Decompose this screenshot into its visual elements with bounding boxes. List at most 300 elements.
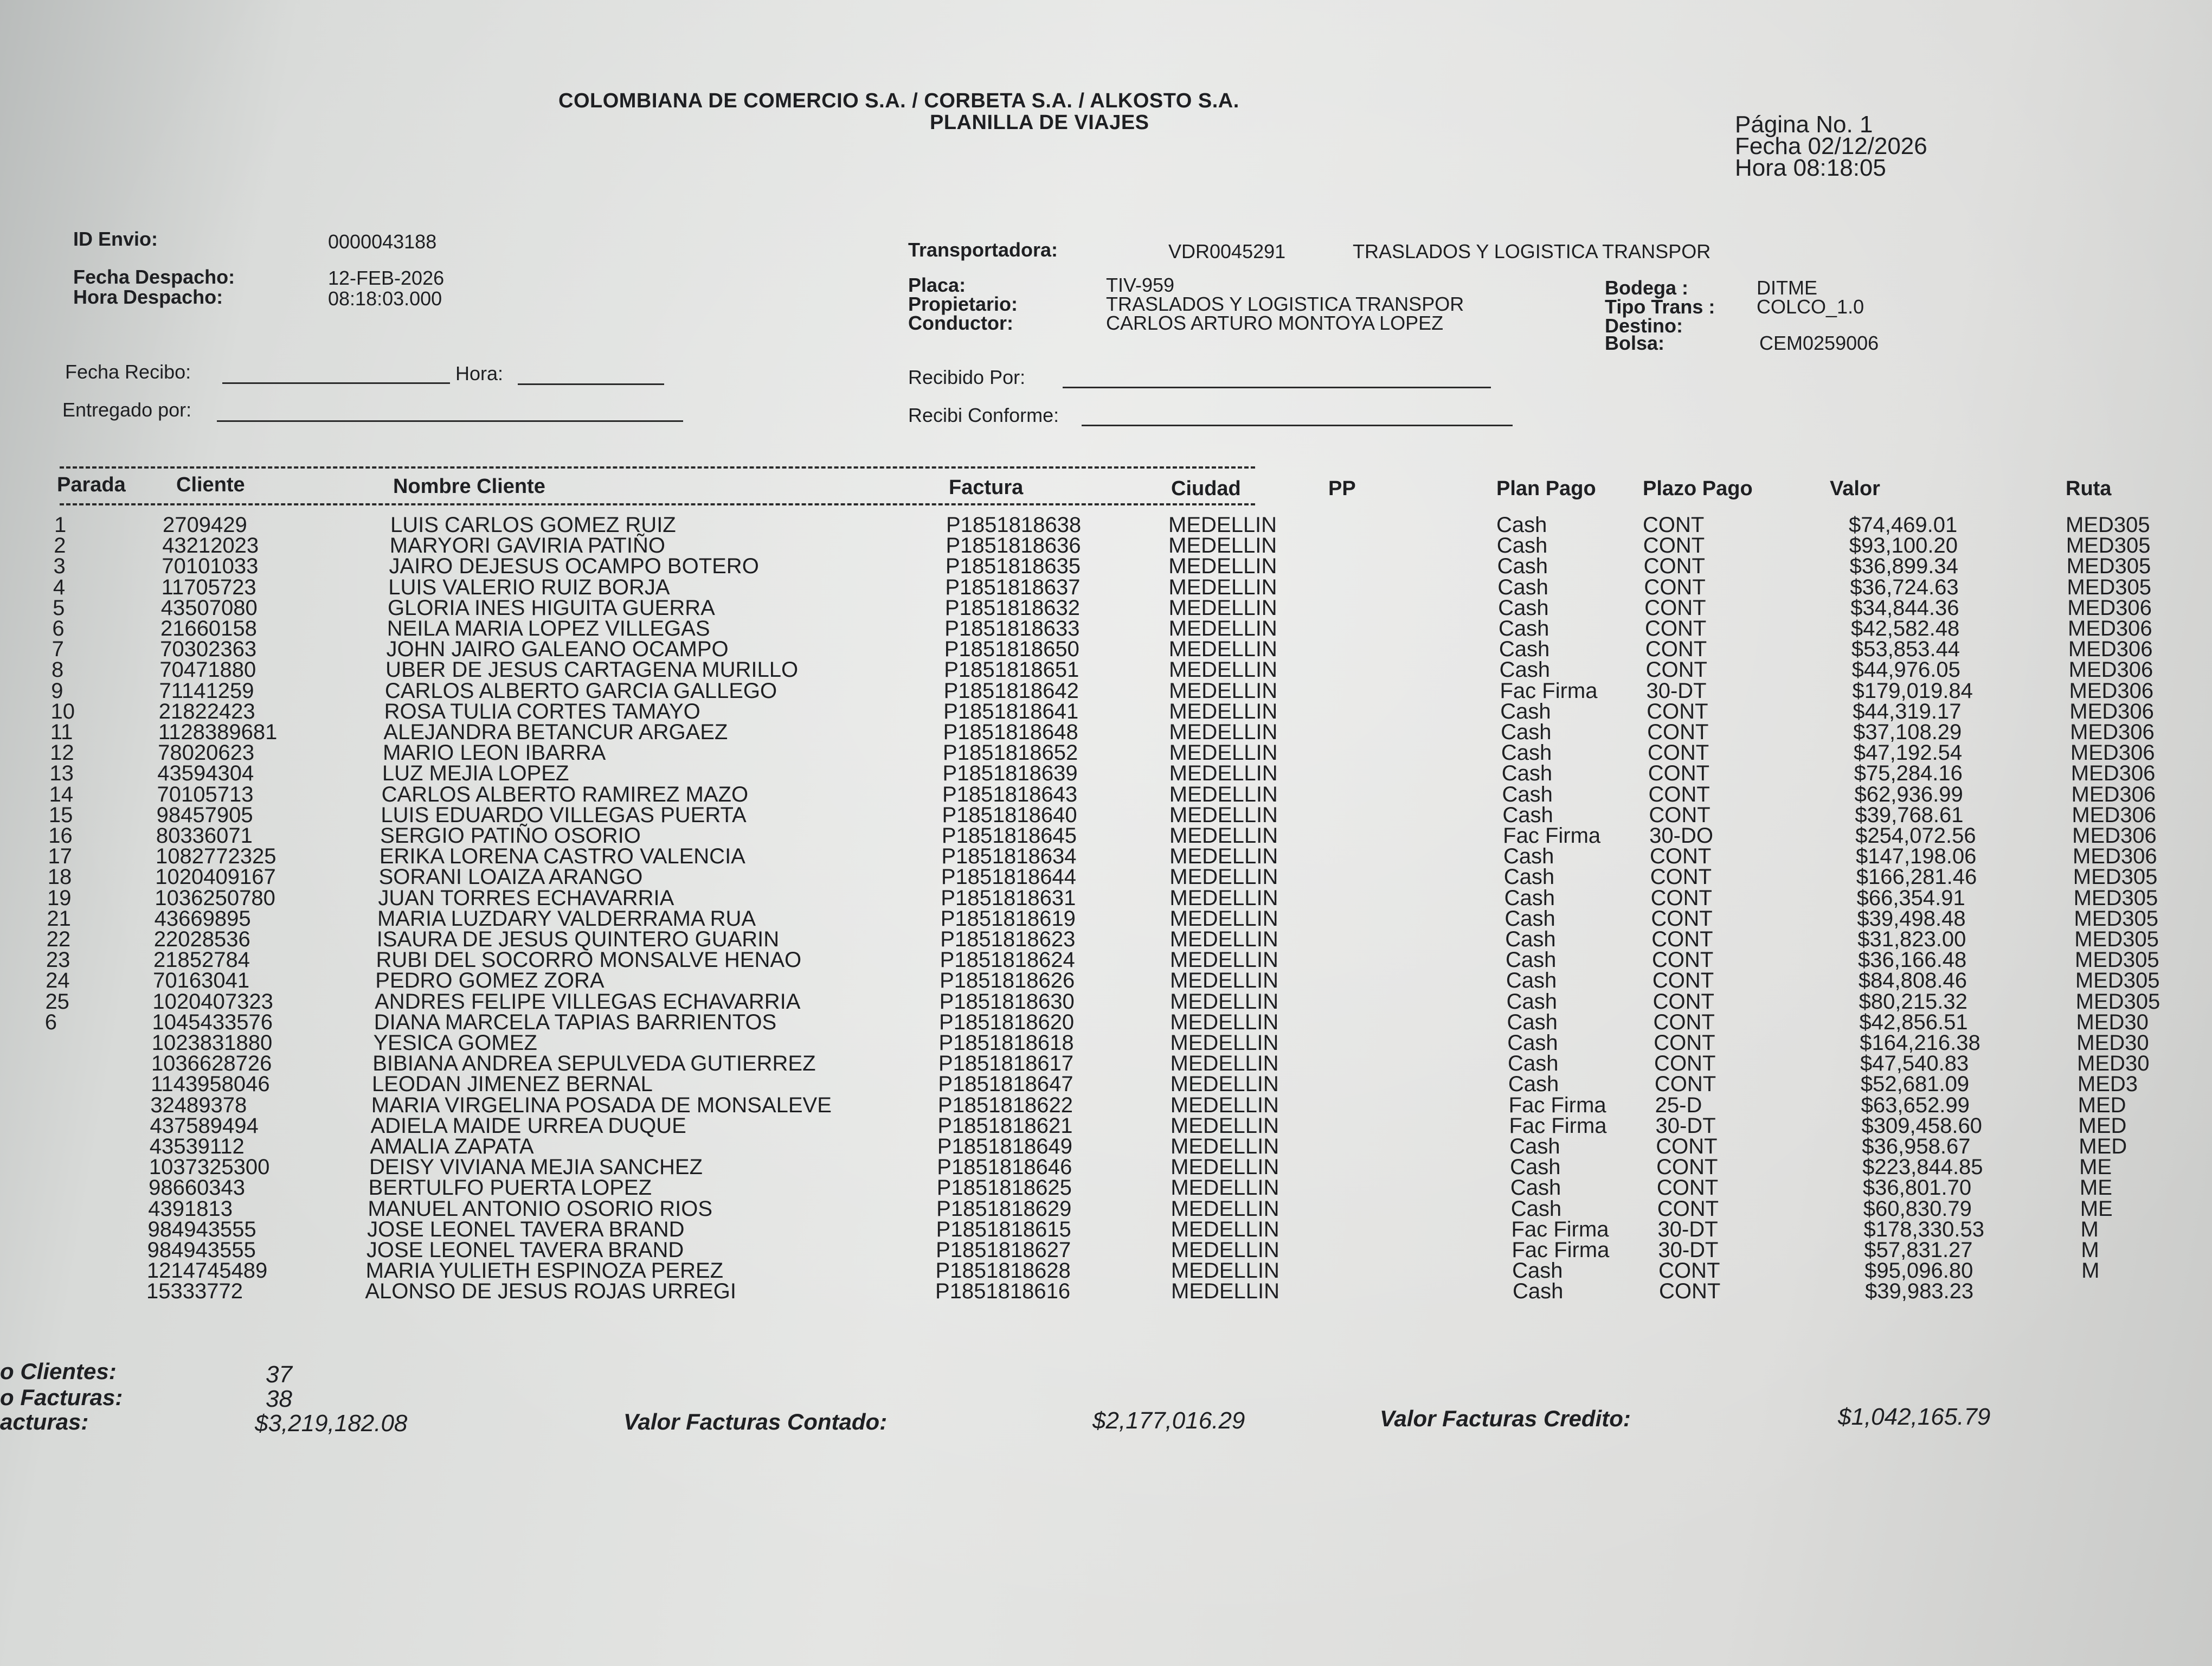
- table-row: [0, 1217, 2212, 1241]
- cell-stop-number: 15: [48, 803, 73, 827]
- conforme-line: [1082, 425, 1513, 426]
- cell-client-name: GLORIA INES HIGUITA GUERRA: [387, 595, 715, 620]
- cell-payment-term: CONT: [1648, 761, 1710, 786]
- cell-payment-plan: Cash: [1506, 989, 1558, 1014]
- cell-stop-number: 10: [50, 699, 75, 723]
- cell-client-name: UBER DE JESUS CARTAGENA MURILLO: [385, 658, 799, 682]
- cell-client-name: SORANI LOAIZA ARANGO: [378, 865, 643, 889]
- table-row: [0, 989, 2212, 1014]
- cell-client-id: 1128389681: [158, 720, 278, 744]
- cell-client-name: MARIA VIRGELINA POSADA DE MONSALEVE: [371, 1093, 832, 1117]
- cell-amount: $39,983.23: [1864, 1279, 1974, 1304]
- company-name: COLOMBIANA DE COMERCIO S.A. / CORBETA S.A. / ALKOSTO S.A.: [558, 89, 1239, 112]
- cell-client-id: 1036628726: [151, 1052, 272, 1076]
- cell-invoice-number: P1851818627: [936, 1238, 1071, 1262]
- cell-payment-term: 30-DT: [1658, 1238, 1719, 1262]
- table-row: [0, 515, 2212, 535]
- cell-client-name: ALEJANDRA BETANCUR ARGAEZ: [383, 720, 728, 744]
- cell-payment-term: CONT: [1650, 865, 1712, 889]
- cell-amount: $164,216.38: [1860, 1031, 1980, 1055]
- cell-client-name: CARLOS ALBERTO GARCIA GALLEGO: [384, 678, 777, 703]
- table-row: [0, 1240, 2212, 1260]
- cell-payment-plan: Cash: [1510, 1176, 1561, 1200]
- page-label: Página No.: [1735, 111, 1853, 138]
- cell-amount: $36,724.63: [1850, 575, 1959, 599]
- cell-payment-plan: Cash: [1497, 575, 1548, 599]
- credito-value: $1,042,165.79: [1838, 1404, 1991, 1430]
- cell-client-name: LUIS CARLOS GOMEZ RUIZ: [390, 513, 676, 537]
- cell-payment-term: CONT: [1648, 782, 1710, 806]
- page-info: [1735, 111, 1927, 181]
- id-envio-label: ID Envio:: [73, 228, 158, 250]
- table-row: [0, 660, 2212, 680]
- cell-client-name: BERTULFO PUERTA LOPEZ: [368, 1176, 652, 1200]
- cell-invoice-number: P1851818619: [940, 906, 1076, 931]
- cell-amount: $36,958.67: [1862, 1135, 1971, 1158]
- cell-amount: $44,319.17: [1853, 699, 1962, 723]
- cell-payment-term: CONT: [1649, 803, 1711, 827]
- cell-city: MEDELLIN: [1169, 678, 1278, 703]
- cell-stop-number: 5: [53, 595, 65, 620]
- cell-payment-plan: Cash: [1496, 534, 1548, 558]
- cell-client-name: ANDRES FELIPE VILLEGAS ECHAVARRIA: [375, 989, 801, 1014]
- cell-client-name: DIANA MARCELA TAPIAS BARRIENTOS: [374, 1010, 777, 1034]
- cell-city: MEDELLIN: [1170, 1010, 1279, 1034]
- cell-route: MED306: [2067, 595, 2152, 620]
- cell-payment-term: 30-DO: [1649, 824, 1713, 848]
- cell-amount: $52,681.09: [1860, 1072, 1970, 1097]
- cell-route: MED306: [2070, 720, 2155, 744]
- document-title: PLANILLA DE VIAJES: [930, 111, 1149, 134]
- cell-payment-term: CONT: [1647, 741, 1709, 765]
- cell-client-id: 1023831880: [151, 1031, 273, 1055]
- total-clientes-label: o Clientes:: [0, 1359, 117, 1384]
- col-plan-pago: Plan Pago: [1496, 477, 1596, 500]
- cell-payment-plan: Cash: [1501, 720, 1552, 744]
- cell-amount: $95,096.80: [1864, 1259, 1973, 1283]
- cell-client-name: LUZ MEJIA LOPEZ: [382, 761, 569, 786]
- cell-client-id: 437589494: [150, 1113, 259, 1138]
- propietario-label: Propietario:: [908, 293, 1018, 315]
- cell-client-id: 70105713: [157, 782, 254, 806]
- cell-route: M: [2081, 1238, 2099, 1262]
- cell-stop-number: 9: [51, 678, 63, 703]
- cell-invoice-number: P1851818640: [942, 803, 1077, 827]
- cell-stop-number: 6: [52, 617, 65, 640]
- cell-payment-term: CONT: [1645, 617, 1707, 640]
- cell-city: MEDELLIN: [1171, 1155, 1279, 1180]
- cell-city: MEDELLIN: [1168, 637, 1277, 662]
- col-nombre: Nombre Cliente: [393, 475, 545, 498]
- cell-amount: $63,652.99: [1861, 1093, 1970, 1117]
- cell-client-name: MANUEL ANTONIO OSORIO RIOS: [368, 1196, 713, 1221]
- cell-client-id: 4391813: [148, 1196, 233, 1221]
- table-row: [0, 844, 2212, 869]
- cell-payment-term: CONT: [1647, 699, 1708, 723]
- cell-stop-number: 21: [47, 906, 71, 931]
- cell-route: MED306: [2072, 824, 2157, 848]
- table-row: [0, 782, 2212, 806]
- cell-client-id: 70471880: [159, 658, 256, 682]
- cell-client-id: 21852784: [153, 948, 250, 972]
- cell-payment-term: CONT: [1645, 658, 1707, 682]
- cell-route: M: [2081, 1259, 2100, 1283]
- cell-route: ME: [2080, 1196, 2113, 1221]
- cell-invoice-number: P1851818617: [938, 1052, 1074, 1076]
- cell-amount: $166,281.46: [1856, 865, 1977, 889]
- cell-invoice-number: P1851818641: [943, 699, 1079, 723]
- cell-route: MED306: [2070, 761, 2156, 786]
- cell-payment-plan: Cash: [1512, 1279, 1564, 1304]
- recibido-label: Recibido Por:: [908, 366, 1026, 388]
- col-ruta: Ruta: [2066, 477, 2112, 500]
- cell-client-id: 1020409167: [155, 865, 276, 889]
- cell-client-name: PEDRO GOMEZ ZORA: [375, 969, 605, 993]
- cell-city: MEDELLIN: [1168, 658, 1278, 682]
- table-row: [0, 1137, 2212, 1156]
- cell-city: MEDELLIN: [1168, 513, 1277, 537]
- cell-payment-plan: Cash: [1501, 761, 1553, 786]
- cell-payment-term: CONT: [1656, 1155, 1718, 1180]
- cell-client-id: 1045433576: [152, 1010, 273, 1034]
- cell-invoice-number: P1851818649: [937, 1135, 1072, 1158]
- cell-payment-term: CONT: [1643, 534, 1705, 558]
- destino-label: Destino:: [1605, 315, 1683, 337]
- cell-client-id: 43669895: [154, 906, 251, 931]
- cell-amount: $37,108.29: [1853, 720, 1962, 744]
- cell-client-id: 70163041: [153, 969, 250, 993]
- cell-invoice-number: P1851818616: [935, 1279, 1071, 1304]
- cell-invoice-number: P1851818622: [937, 1093, 1073, 1117]
- cell-city: MEDELLIN: [1168, 554, 1277, 579]
- cell-city: MEDELLIN: [1170, 1093, 1279, 1117]
- id-envio-value: 0000043188: [328, 230, 437, 253]
- hora-despacho-value: 08:18:03.000: [328, 287, 442, 310]
- cell-amount: $36,899.34: [1849, 554, 1958, 579]
- cell-payment-plan: Cash: [1512, 1259, 1563, 1283]
- credito-label: Valor Facturas Credito:: [1380, 1406, 1631, 1431]
- cell-invoice-number: P1851818621: [937, 1113, 1073, 1138]
- cell-invoice-number: P1851818650: [944, 637, 1079, 662]
- cell-client-name: JUAN TORRES ECHAVARRIA: [378, 886, 674, 910]
- cell-amount: $74,469.01: [1849, 513, 1958, 537]
- cell-payment-plan: Cash: [1506, 948, 1557, 972]
- cell-city: MEDELLIN: [1168, 595, 1277, 620]
- cell-stop-number: 19: [47, 886, 72, 910]
- cell-payment-term: CONT: [1654, 1052, 1716, 1076]
- cell-client-name: JOSE LEONEL TAVERA BRAND: [366, 1238, 684, 1262]
- entregado-line: [217, 420, 683, 422]
- table-row: [0, 1259, 2212, 1283]
- cell-payment-plan: Cash: [1503, 865, 1555, 889]
- cell-client-name: MARYORI GAVIRIA PATIÑO: [389, 534, 665, 558]
- cell-payment-term: CONT: [1657, 1196, 1719, 1221]
- cell-client-name: AMALIA ZAPATA: [370, 1135, 534, 1158]
- cell-payment-term: 30-DT: [1657, 1217, 1718, 1241]
- table-row: [0, 867, 2212, 887]
- hora-value: 08:18:05: [1793, 155, 1886, 181]
- cell-route: MED: [2078, 1113, 2127, 1138]
- cell-client-id: 98660343: [149, 1176, 246, 1200]
- contado-label: Valor Facturas Contado:: [623, 1409, 888, 1434]
- cell-city: MEDELLIN: [1170, 1113, 1279, 1138]
- cell-stop-number: 14: [49, 782, 74, 806]
- cell-stop-number: 24: [46, 969, 70, 993]
- cell-client-name: BIBIANA ANDREA SEPULVEDA GUTIERREZ: [372, 1052, 816, 1076]
- cell-payment-plan: Fac Firma: [1508, 1093, 1606, 1117]
- cell-city: MEDELLIN: [1170, 1072, 1279, 1097]
- contado-value: $2,177,016.29: [1092, 1407, 1245, 1434]
- cell-city: MEDELLIN: [1169, 906, 1278, 931]
- col-parada: Parada: [57, 473, 126, 496]
- table-row: [0, 1052, 2212, 1076]
- bolsa-label: Bolsa:: [1605, 332, 1665, 354]
- cell-city: MEDELLIN: [1169, 865, 1278, 889]
- cell-city: MEDELLIN: [1171, 1135, 1279, 1158]
- transportadora-code: VDR0045291: [1168, 240, 1286, 262]
- cell-amount: $84,808.46: [1858, 969, 1967, 993]
- total-facturas-value: 38: [266, 1386, 292, 1412]
- cell-client-id: 1214745489: [146, 1259, 268, 1283]
- cell-amount: $36,166.48: [1858, 948, 1967, 972]
- cell-city: MEDELLIN: [1169, 824, 1278, 848]
- transportadora-name: TRASLADOS Y LOGISTICA TRANSPOR: [1353, 240, 1711, 262]
- col-valor: Valor: [1830, 477, 1880, 500]
- cell-city: MEDELLIN: [1168, 534, 1277, 558]
- cell-client-name: JOSE LEONEL TAVERA BRAND: [367, 1217, 685, 1241]
- cell-route: MED306: [2068, 637, 2153, 662]
- cell-client-id: 21822423: [158, 699, 255, 723]
- cell-payment-term: CONT: [1645, 637, 1707, 662]
- cell-city: MEDELLIN: [1171, 1279, 1280, 1304]
- cell-client-id: 80336071: [156, 824, 253, 848]
- cell-client-name: MARIA LUZDARY VALDERRAMA RUA: [377, 906, 756, 931]
- cell-payment-plan: Fac Firma: [1500, 678, 1598, 703]
- cell-payment-term: 25-D: [1655, 1093, 1702, 1117]
- cell-payment-plan: Cash: [1498, 595, 1549, 620]
- cell-payment-plan: Fac Firma: [1511, 1217, 1609, 1241]
- cell-payment-term: CONT: [1652, 948, 1714, 972]
- table-row: [0, 805, 2212, 825]
- cell-client-id: 11705723: [161, 575, 256, 599]
- col-plazo-pago: Plazo Pago: [1643, 477, 1753, 500]
- table-row: [0, 595, 2212, 620]
- cell-invoice-number: P1851818633: [944, 617, 1080, 640]
- tipo-trans-value: COLCO_1.0: [1757, 296, 1864, 318]
- cell-amount: $93,100.20: [1849, 534, 1958, 558]
- cell-client-id: 21660158: [160, 617, 257, 640]
- cell-amount: $254,072.56: [1855, 824, 1976, 848]
- table-row: [0, 888, 2212, 908]
- cell-route: MED306: [2072, 803, 2156, 827]
- table-row: [0, 1279, 2212, 1304]
- table-row: [0, 1155, 2212, 1180]
- cell-city: MEDELLIN: [1169, 803, 1278, 827]
- cell-route: MED30: [2076, 1031, 2149, 1055]
- cell-payment-term: 30-DT: [1655, 1113, 1716, 1138]
- cell-city: MEDELLIN: [1170, 1031, 1279, 1055]
- cell-stop-number: 3: [53, 554, 66, 579]
- tipo-trans-label: Tipo Trans :: [1605, 296, 1715, 318]
- cell-amount: $223,844.85: [1862, 1155, 1983, 1180]
- total-valor-label: acturas:: [0, 1409, 89, 1434]
- page-number: 1: [1859, 111, 1873, 138]
- cell-stop-number: 1: [54, 513, 67, 537]
- cell-route: ME: [2079, 1155, 2112, 1180]
- table-row: [0, 741, 2212, 765]
- cell-route: MED305: [2074, 906, 2159, 931]
- cell-route: MED: [2078, 1093, 2126, 1117]
- cell-payment-term: CONT: [1654, 1072, 1716, 1097]
- cell-client-name: JOHN JAIRO GALEANO OCAMPO: [386, 637, 729, 662]
- cell-route: MED306: [2068, 658, 2153, 682]
- cell-invoice-number: P1851818648: [943, 720, 1078, 744]
- col-pp: PP: [1328, 477, 1356, 500]
- cell-client-name: LUIS VALERIO RUIZ BORJA: [388, 575, 670, 599]
- cell-payment-plan: Cash: [1509, 1135, 1560, 1158]
- cell-client-id: 2709429: [163, 513, 247, 537]
- cell-city: MEDELLIN: [1169, 886, 1278, 910]
- table-row: [0, 927, 2212, 951]
- cell-route: MED305: [2075, 989, 2160, 1014]
- cell-amount: $36,801.70: [1862, 1176, 1972, 1200]
- cell-stop-number: 22: [46, 927, 71, 951]
- table-row: [0, 1113, 2212, 1138]
- cell-invoice-number: P1851818644: [941, 865, 1076, 889]
- cell-payment-term: CONT: [1652, 989, 1714, 1014]
- cell-invoice-number: P1851818635: [945, 554, 1081, 579]
- hora-label: Hora: [1735, 155, 1787, 181]
- cell-amount: $75,284.16: [1854, 761, 1963, 786]
- cell-city: MEDELLIN: [1169, 948, 1278, 972]
- cell-route: MED305: [2066, 513, 2150, 537]
- cell-payment-term: CONT: [1644, 575, 1706, 599]
- cell-payment-plan: Cash: [1499, 658, 1551, 682]
- cell-client-name: JAIRO DEJESUS OCAMPO BOTERO: [389, 554, 759, 579]
- cell-payment-term: CONT: [1652, 969, 1714, 993]
- cell-invoice-number: P1851818646: [937, 1155, 1072, 1180]
- cell-city: MEDELLIN: [1168, 617, 1277, 640]
- col-cliente: Cliente: [176, 473, 245, 496]
- cell-client-id: 32489378: [150, 1093, 247, 1117]
- cell-city: MEDELLIN: [1171, 1238, 1279, 1262]
- cell-amount: $179,019.84: [1852, 678, 1973, 703]
- cell-city: MEDELLIN: [1169, 699, 1278, 723]
- cell-route: MED306: [2068, 617, 2152, 640]
- table-top-rule: [60, 466, 1255, 469]
- table-row: [0, 1196, 2212, 1221]
- cell-invoice-number: P1851818628: [935, 1259, 1071, 1283]
- cell-client-name: LEODAN JIMENEZ BERNAL: [371, 1072, 653, 1097]
- col-factura: Factura: [949, 476, 1024, 499]
- cell-payment-plan: Cash: [1508, 1052, 1559, 1076]
- fecha-value: 02/12/2026: [1808, 133, 1927, 159]
- cell-route: MED305: [2075, 948, 2159, 972]
- cell-payment-term: CONT: [1656, 1176, 1719, 1200]
- cell-client-id: 984943555: [147, 1217, 256, 1241]
- cell-city: MEDELLIN: [1171, 1217, 1279, 1241]
- cell-client-id: 70302363: [160, 637, 257, 662]
- cell-amount: $47,540.83: [1860, 1052, 1969, 1076]
- fecha-recibo-line: [222, 382, 450, 384]
- cell-invoice-number: P1851818625: [936, 1176, 1072, 1200]
- col-ciudad: Ciudad: [1171, 477, 1241, 500]
- cell-stop-number: 12: [50, 741, 74, 765]
- cell-route: MED306: [2069, 699, 2154, 723]
- cell-payment-plan: Cash: [1507, 1031, 1558, 1055]
- cell-amount: $147,198.06: [1855, 844, 1977, 869]
- cell-payment-plan: Cash: [1504, 906, 1555, 931]
- cell-route: MED3: [2077, 1072, 2138, 1097]
- cell-payment-plan: Cash: [1502, 803, 1553, 827]
- fecha-label: Fecha: [1735, 133, 1802, 159]
- cell-invoice-number: P1851818629: [936, 1196, 1072, 1221]
- cell-client-id: 1037325300: [149, 1155, 270, 1180]
- conductor-value: CARLOS ARTURO MONTOYA LOPEZ: [1106, 312, 1444, 334]
- cell-stop-number: 16: [48, 824, 73, 848]
- table-row: [0, 1033, 2212, 1053]
- cell-payment-plan: Cash: [1505, 927, 1556, 951]
- cell-stop-number: 4: [53, 575, 66, 599]
- cell-invoice-number: P1851818637: [945, 575, 1081, 599]
- cell-city: MEDELLIN: [1170, 1052, 1279, 1076]
- transportadora-label: Transportadora:: [908, 239, 1058, 261]
- cell-payment-plan: Cash: [1510, 1155, 1561, 1180]
- cell-route: MED305: [2074, 927, 2159, 951]
- cell-payment-term: CONT: [1656, 1135, 1718, 1158]
- cell-city: MEDELLIN: [1169, 927, 1278, 951]
- cell-invoice-number: P1851818631: [941, 886, 1076, 910]
- cell-stop-number: 7: [52, 637, 64, 662]
- cell-route: MED306: [2072, 844, 2157, 869]
- bodega-value: DITME: [1757, 277, 1817, 299]
- hora-recibo-line: [518, 383, 664, 385]
- cell-stop-number: 11: [50, 720, 73, 744]
- cell-client-id: 1082772325: [156, 844, 276, 869]
- cell-amount: $53,853.44: [1851, 637, 1960, 662]
- cell-payment-term: CONT: [1653, 1010, 1715, 1034]
- cell-payment-plan: Cash: [1504, 886, 1555, 910]
- cell-amount: $39,498.48: [1857, 906, 1966, 931]
- cell-amount: $44,976.05: [1851, 658, 1960, 682]
- hora-recibo-label: Hora:: [455, 362, 504, 385]
- cell-payment-term: CONT: [1651, 927, 1713, 951]
- cell-payment-term: CONT: [1643, 513, 1705, 537]
- cell-payment-term: CONT: [1658, 1259, 1720, 1283]
- cell-invoice-number: P1851818624: [940, 948, 1075, 972]
- cell-route: MED30: [2076, 1010, 2149, 1034]
- cell-invoice-number: P1851818632: [944, 595, 1080, 620]
- table-row: [0, 824, 2212, 848]
- cell-invoice-number: P1851818643: [942, 782, 1078, 806]
- cell-client-id: 1020407323: [152, 989, 273, 1014]
- cell-payment-term: CONT: [1647, 720, 1709, 744]
- cell-payment-plan: Cash: [1497, 554, 1548, 579]
- cell-payment-term: CONT: [1658, 1279, 1721, 1304]
- cell-amount: $309,458.60: [1861, 1113, 1982, 1138]
- cell-payment-plan: Cash: [1500, 699, 1551, 723]
- cell-amount: $42,856.51: [1859, 1010, 1968, 1034]
- cell-client-name: ISAURA DE JESUS QUINTERO GUARIN: [376, 927, 780, 951]
- total-facturas-label: o Facturas:: [0, 1385, 123, 1410]
- cell-payment-plan: Cash: [1506, 969, 1557, 993]
- cell-route: MED305: [2066, 554, 2151, 579]
- table-row: [0, 950, 2212, 970]
- cell-payment-plan: Fac Firma: [1503, 824, 1601, 848]
- cell-invoice-number: P1851818638: [946, 513, 1082, 537]
- total-valor-value: $3,219,182.08: [255, 1410, 408, 1437]
- bolsa-value: CEM0259006: [1759, 332, 1879, 354]
